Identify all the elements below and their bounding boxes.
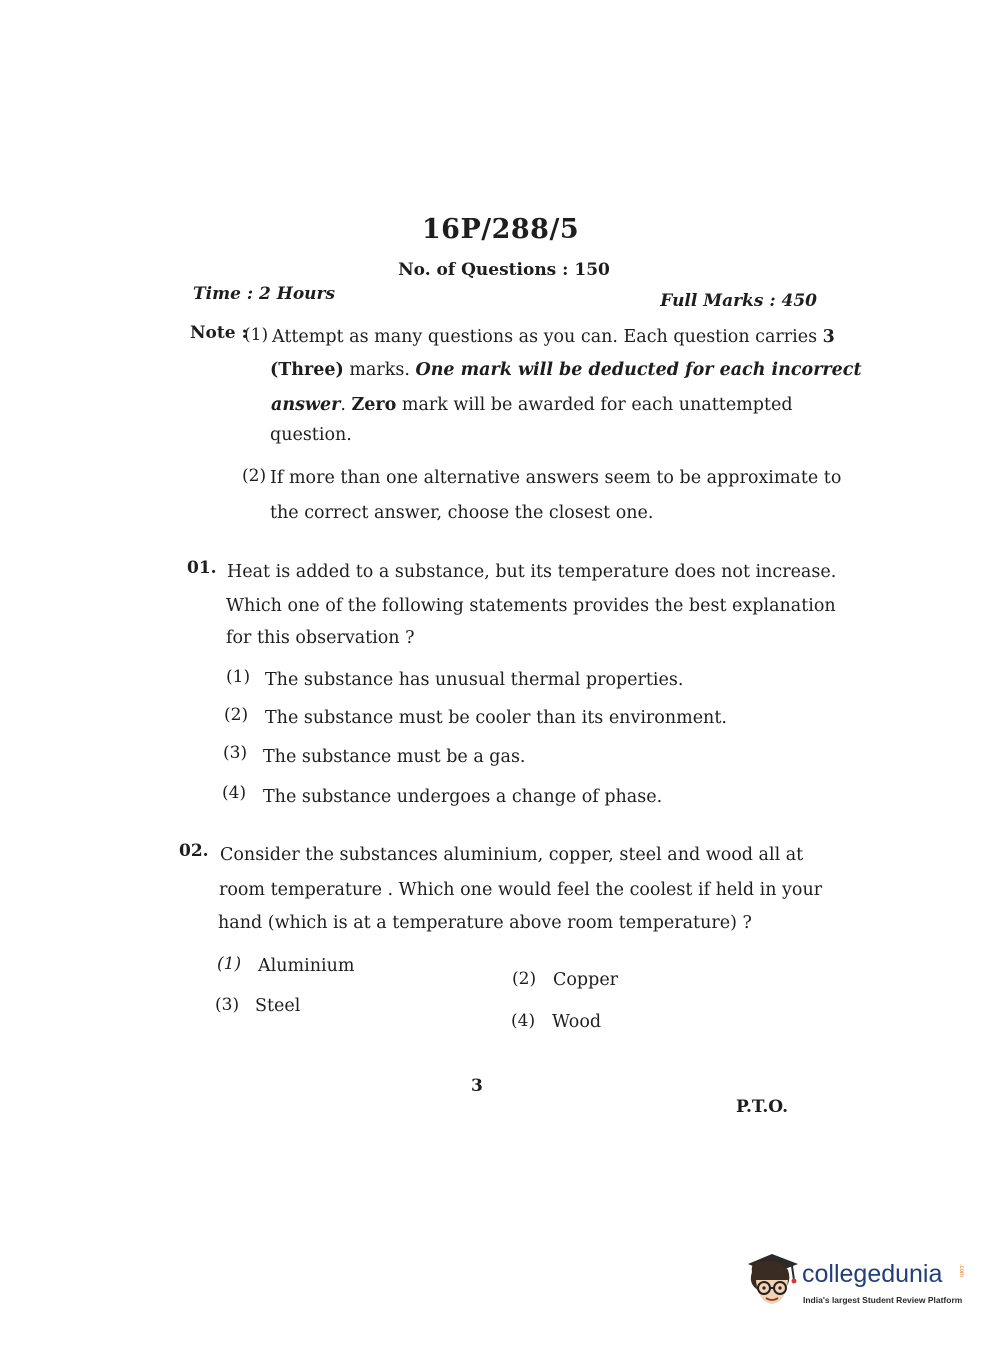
paper-code: 16P/288/5 <box>421 214 580 245</box>
question-text-line-1: Heat is added to a substance, but its temperature does not increase. <box>227 562 837 582</box>
note-item-1-line-1: Attempt as many questions as you can. Each question carries 3 <box>272 327 835 347</box>
brand-suffix: .com <box>958 1264 964 1278</box>
question-text-line-1: Consider the substances aluminium, copper, steel and wood all at <box>220 845 804 865</box>
question-number: 02. <box>179 841 209 861</box>
mascot-icon <box>744 1250 800 1310</box>
question-text-line-2: room temperature . Which one would feel the coolest if held in your <box>219 880 823 900</box>
option-text: Copper <box>553 970 619 990</box>
note-item-2-number: (2) <box>242 466 267 486</box>
option-text: Aluminium <box>258 956 355 976</box>
option-text: Wood <box>552 1012 602 1032</box>
note-item-1-line-3: answer. Zero mark will be awarded for each unattempted <box>271 395 793 415</box>
option-text: The substance must be a gas. <box>263 747 526 767</box>
brand-name: collegedunia <box>802 1260 943 1288</box>
option-number: (1) <box>217 954 242 974</box>
note-label: Note : <box>190 323 248 343</box>
option-number: (2) <box>512 969 537 989</box>
option-text: The substance has unusual thermal properties. <box>265 670 684 690</box>
option-number: (4) <box>222 783 247 803</box>
note-item-1-line-4: question. <box>270 425 352 445</box>
number-of-questions: No. of Questions : 150 <box>398 260 610 280</box>
option-number: (2) <box>224 705 249 725</box>
option-number: (1) <box>226 667 251 687</box>
time-allowed: Time : 2 Hours <box>193 284 336 304</box>
option-text: The substance must be cooler than its environment. <box>265 708 727 728</box>
collegedunia-watermark <box>744 1250 974 1310</box>
note-item-2-line-2: the correct answer, choose the closest one. <box>270 503 654 523</box>
page-number: 3 <box>471 1076 483 1096</box>
note-item-2-line-1: If more than one alternative answers seem to be approximate to <box>270 468 842 488</box>
question-text-line-3: hand (which is at a temperature above room temperature) ? <box>218 913 752 933</box>
option-number: (3) <box>215 995 240 1015</box>
full-marks: Full Marks : 450 <box>660 291 817 311</box>
note-item-1-line-2: (Three) marks. One mark will be deducted for each incorrect <box>270 360 862 380</box>
option-text: The substance undergoes a change of phase. <box>263 787 663 807</box>
brand-tagline: India's largest Student Review Platform <box>803 1295 963 1305</box>
option-number: (4) <box>511 1011 536 1031</box>
please-turn-over: P.T.O. <box>736 1097 788 1117</box>
question-text-line-3: for this observation ? <box>226 628 415 648</box>
note-item-1-number: (1) <box>244 325 269 345</box>
question-number: 01. <box>187 558 217 578</box>
option-number: (3) <box>223 743 248 763</box>
question-text-line-2: Which one of the following statements provides the best explanation <box>226 596 836 616</box>
option-text: Steel <box>255 996 301 1016</box>
